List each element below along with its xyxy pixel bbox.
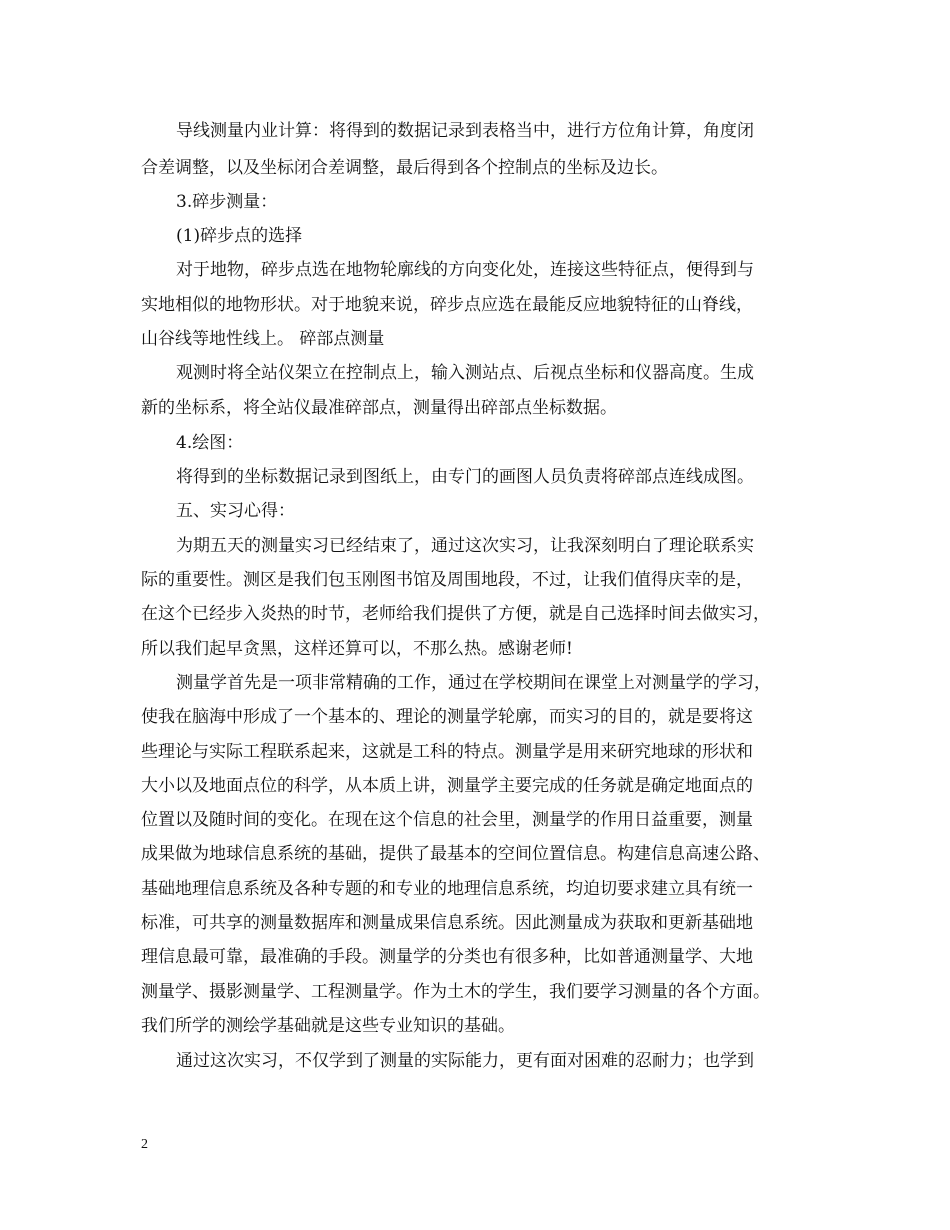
text-line: 我们所学的测绘学基础就是这些专业知识的基础。 (141, 1016, 515, 1036)
text-line: (1)碎步点的选择 (176, 226, 303, 246)
text-line: 合差调整，以及坐标闭合差调整，最后得到各个控制点的坐标及边长。 (141, 158, 668, 178)
text-line: 山谷线等地性线上。 碎部点测量 (141, 329, 385, 349)
text-line: 标准，可共享的测量数据库和测量成果信息系统。因此测量成为获取和更新基础地 (141, 913, 753, 933)
text-line: 些理论与实际工程联系起来，这就是工科的特点。测量学是用来研究地球的形状和 (141, 742, 753, 762)
text-line: 所以我们起早贪黑，这样还算可以，不那么热。感谢老师! (141, 639, 573, 659)
text-line: 测量学首先是一项非常精确的工作，通过在学校期间在课堂上对测量学的学习， (176, 673, 771, 693)
text-line: 理信息最可靠，最准确的手段。测量学的分类也有很多种，比如普通测量学、大地 (141, 947, 753, 967)
text-line: 测量学、摄影测量学、工程测量学。作为土木的学生，我们要学习测量的各个方面。 (141, 982, 770, 1002)
text-line: 为期五天的测量实习已经结束了，通过这次实习，让我深刻明白了理论联系实 (176, 536, 754, 556)
text-line: 4.绘图： (176, 433, 244, 453)
text-line: 对于地物，碎步点选在地物轮廓线的方向变化处，连接这些特征点，便得到与 (176, 260, 754, 280)
text-line: 成果做为地球信息系统的基础，提供了最基本的空间位置信息。构建信息高速公路、 (141, 844, 770, 864)
text-line: 新的坐标系，将全站仪最准碎部点，测量得出碎部点坐标数据。 (141, 398, 617, 418)
text-line: 实地相似的地物形状。对于地貌来说，碎步点应选在最能反应地貌特征的山脊线， (141, 295, 753, 315)
text-line: 大小以及地面点位的科学，从本质上讲，测量学主要完成的任务就是确定地面点的 (141, 776, 753, 796)
text-line: 位置以及随时间的变化。在现在这个信息的社会里，测量学的作用日益重要，测量 (141, 810, 753, 830)
text-line: 基础地理信息系统及各种专题的和专业的地理信息系统，均迫切要求建立具有统一 (141, 879, 753, 899)
text-line: 3.碎步测量： (176, 192, 278, 212)
text-line: 观测时将全站仪架立在控制点上，输入测站点、后视点坐标和仪器高度。生成 (176, 363, 754, 383)
text-line: 通过这次实习，不仅学到了测量的实际能力，更有面对困难的忍耐力；也学到 (176, 1051, 754, 1071)
section-heading: 五、实习心得： (176, 501, 295, 521)
text-line: 际的重要性。测区是我们包玉刚图书馆及周围地段，不过，让我们值得庆幸的是， (141, 570, 753, 590)
page-number: 2 (141, 1137, 148, 1152)
text-line: 导线测量内业计算：将得到的数据记录到表格当中，进行方位角计算，角度闭 (176, 121, 754, 141)
text-line: 在这个已经步入炎热的时节，老师给我们提供了方便，就是自己选择时间去做实习， (141, 604, 770, 624)
text-line: 将得到的坐标数据记录到图纸上，由专门的画图人员负责将碎部点连线成图。 (176, 467, 754, 487)
text-line: 使我在脑海中形成了一个基本的、理论的测量学轮廓，而实习的目的，就是要将这 (141, 707, 753, 727)
